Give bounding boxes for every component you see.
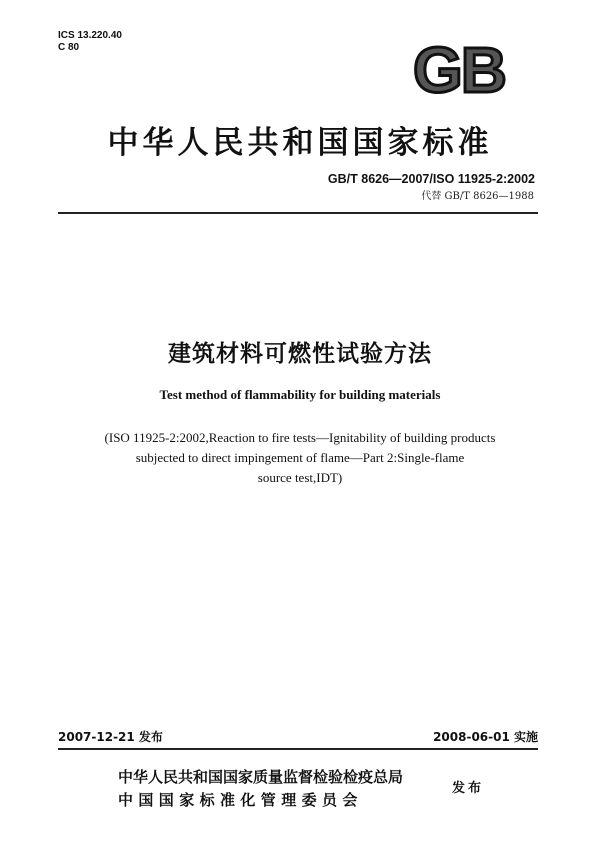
ccs-code: C 80 [58,42,80,53]
subtitle-line: (ISO 11925-2:2002,Reaction to fire tests—Ignitability of building products [104,430,496,445]
subtitle-line: source test,IDT) [257,470,343,485]
top-rule [58,212,538,214]
effective-date: 2008-06-01 实施 [433,730,538,744]
gb-logo-text: GB [413,40,505,100]
issue-date: 2007-12-21 发布 [58,730,163,744]
standard-code: GB/T 8626—2007/ISO 11925-2:2002 [327,172,535,186]
replaces-standard: 代替 GB/T 8626—1988 [421,191,534,202]
document-subtitle [70,428,530,488]
subtitle-line: subjected to direct impingement of flame—Part 2:Single-flame [135,450,465,465]
document-title-cn: 建筑材料可燃性试验方法 [168,341,432,367]
bottom-rule [58,748,538,750]
document-title-en: Test method of flammability for building materials [159,387,441,402]
publisher-line-2: 中国国家标准化管理委员会 [118,791,363,809]
publisher-line-1: 中华人民共和国国家质量监督检验检疫总局 [118,768,404,786]
gb-logo [400,40,518,100]
publish-label: 发布 [452,781,485,796]
standard-title: 中华人民共和国国家标准 [107,125,493,161]
ics-code: ICS 13.220.40 [58,30,122,41]
